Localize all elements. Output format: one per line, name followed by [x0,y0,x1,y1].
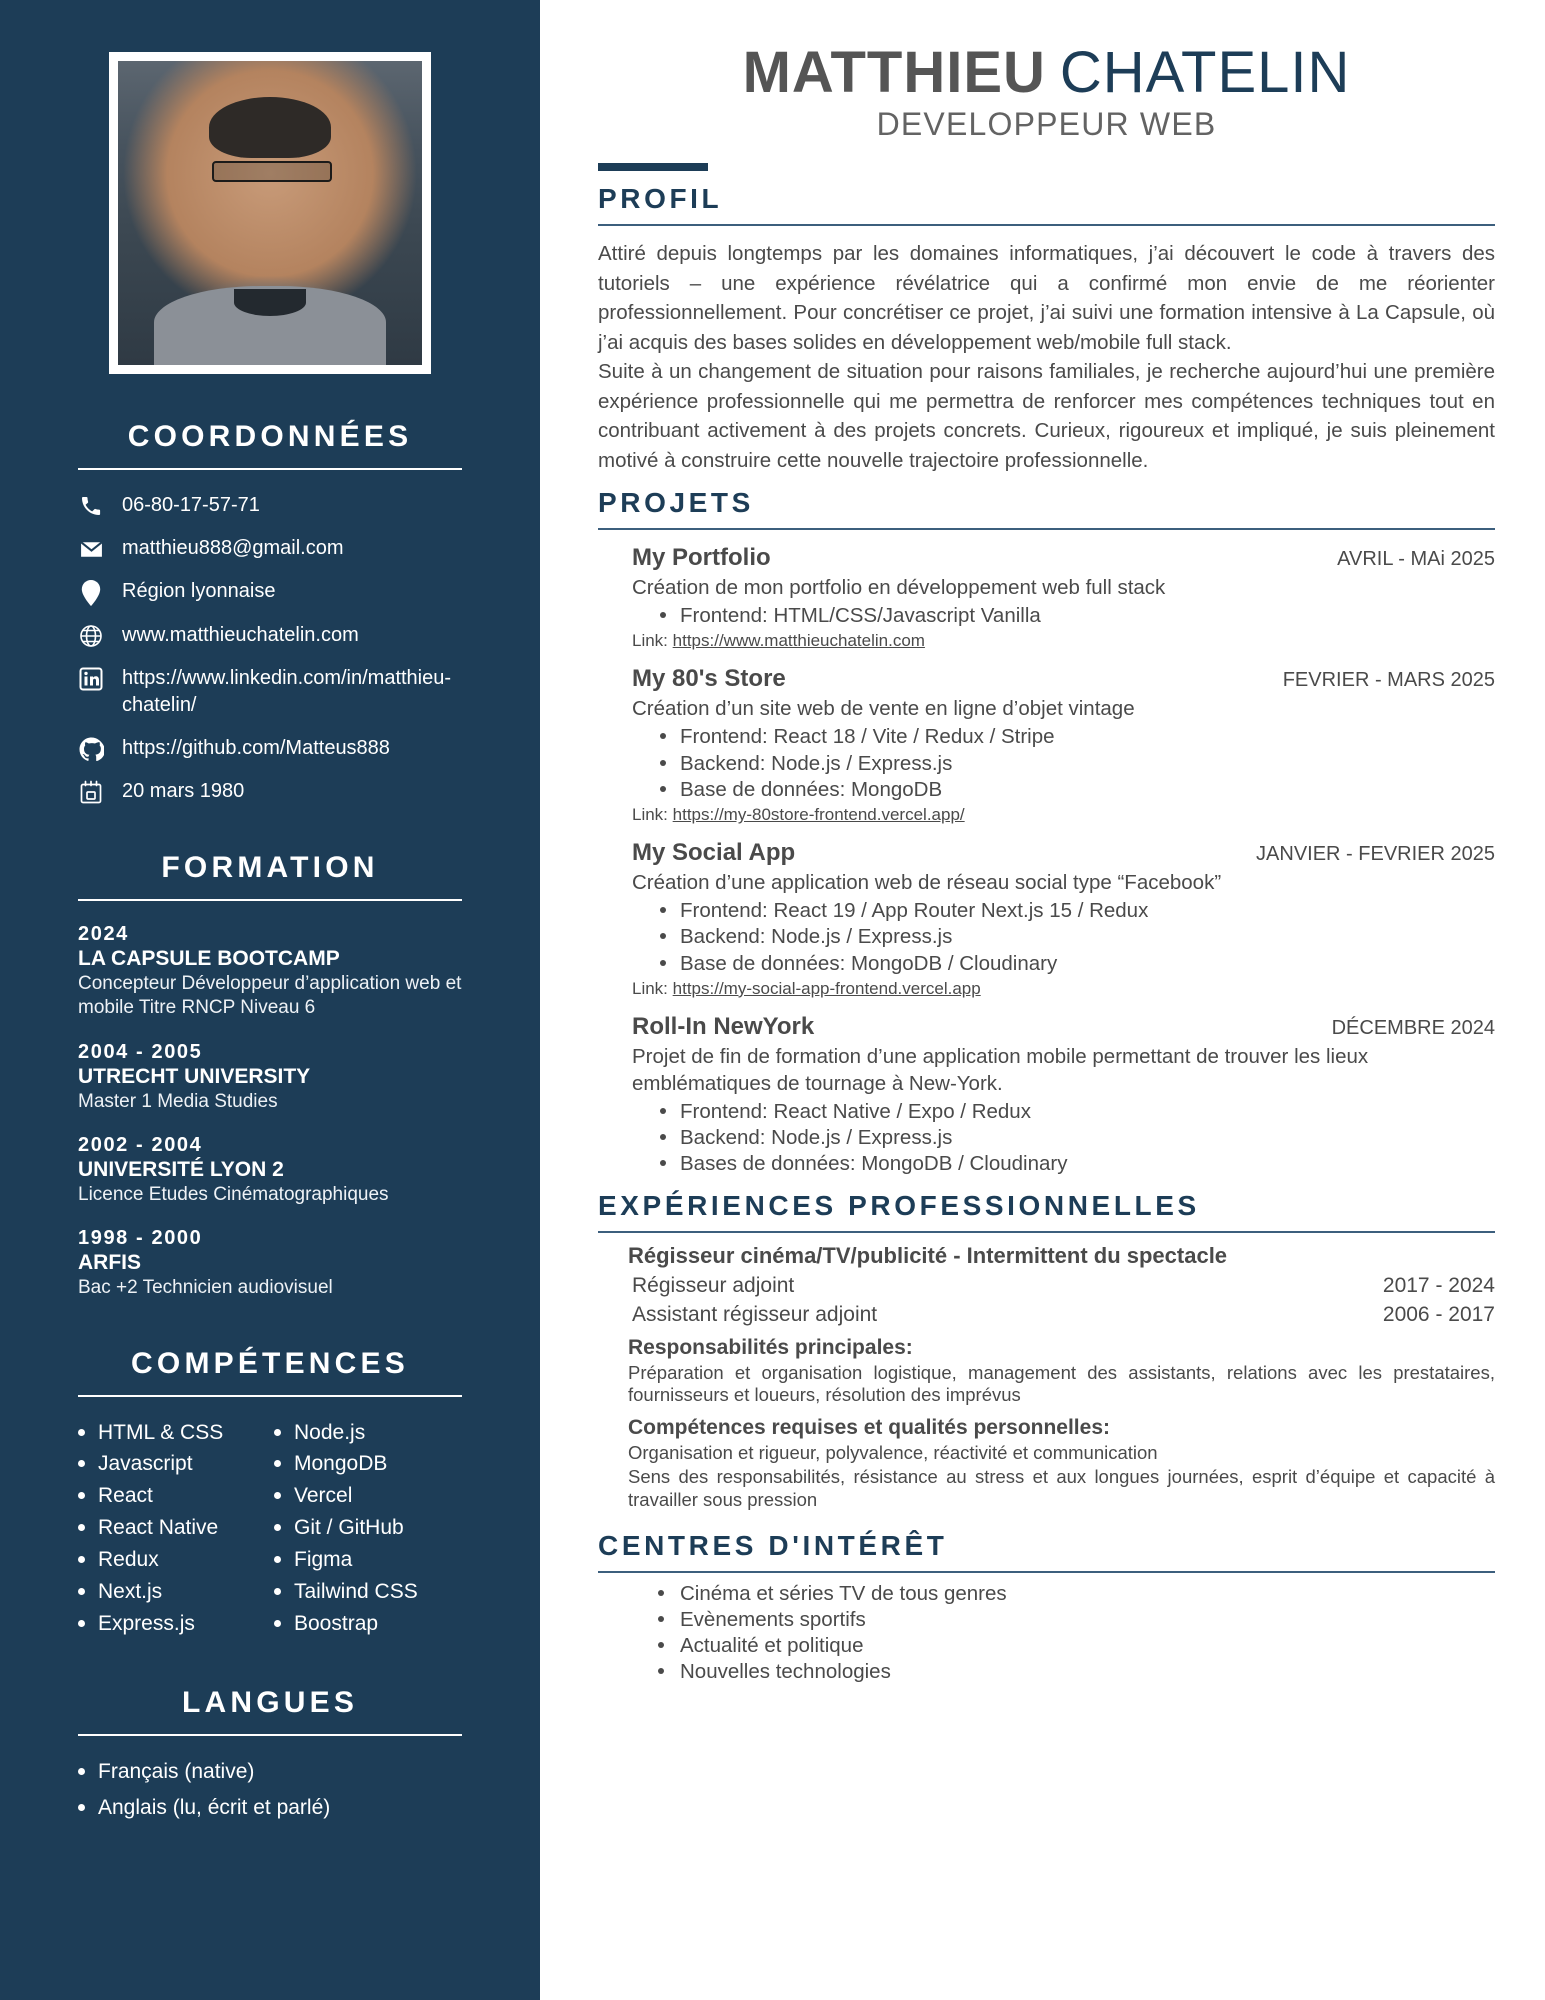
project-entry [598,665,1495,825]
bullet-dot-icon [660,960,666,966]
profile-text [598,239,1495,475]
bullet-dot-icon [660,1108,666,1114]
education-years: 1998 - 2000 [78,1227,203,1250]
bullet-dot-icon [274,1588,281,1595]
skill-item [78,1448,266,1480]
bullet-dot-icon [658,1590,664,1596]
language-item [78,1792,462,1824]
interest-item [658,1633,1495,1659]
education-entry [78,1041,462,1114]
profile-paragraph: Suite à un changement de situation pour raisons familiales, je recherche aujourd’hui une première expérience professionnelle qui me permettra de renforcer mes compétences techniques tout en contribuant activement à des projets concrets. Curieux, rigoureux et impliqué, je suis pleinement motivé à construire cette nouvelle trajectoire professionnelle. [598,360,1495,472]
project-tech-item [660,603,1495,629]
project-link-row[interactable] [632,805,1495,825]
link-label: Link: [632,978,668,998]
skill-label: HTML & CSS [98,1420,224,1444]
project-tech-label: Frontend: React 18 / Vite / Redux / Stripe [680,725,1055,749]
project-tech-item [660,924,1495,950]
project-tech-item [660,898,1495,924]
education-years: 2004 - 2005 [78,1040,203,1063]
education-detail: Licence Etudes Cinématographiques [78,1183,389,1205]
project-entry [598,839,1495,999]
project-tech-item [660,751,1495,777]
bullet-dot-icon [78,1768,85,1775]
section-title-formation: FORMATION [161,851,379,884]
section-title-interets: CENTRES D'INTÉRÊT [598,1529,948,1561]
project-date: FEVRIER - MARS 2025 [1282,669,1495,692]
project-entry [598,1013,1495,1178]
skill-label: Redux [98,1548,159,1572]
skill-item [78,1576,266,1608]
project-tech-label: Frontend: React Native / Expo / Redux [680,1100,1031,1123]
project-header [632,544,1495,572]
experience-role-title: Assistant régisseur adjoint [632,1302,878,1326]
interests-list [598,1581,1495,1686]
contact-item-linkedin[interactable] [78,665,462,719]
skills-grid [78,1417,462,1640]
project-tech-label: Backend: Node.js / Express.js [680,925,953,949]
skill-item [78,1608,266,1640]
interest-label: Evènements sportifs [680,1607,866,1631]
project-tech-label: Base de données: MongoDB [680,777,943,801]
skill-label: Figma [294,1548,353,1572]
bullet-dot-icon [274,1524,281,1531]
project-tech-item [660,951,1495,977]
project-header [632,839,1495,867]
bullet-dot-icon [274,1620,281,1627]
mail-icon [78,535,104,562]
languages-list [78,1756,462,1824]
profile-paragraph: Attiré depuis longtemps par les domaines informatiques, j’ai découvert le code à travers des tutoriels – une expérience révélatrice qui a confirmé mon envie de me réorienter professionnellement. Pour concrétiser ce projet, j’ai suivi une formation intensive à La Capsule, où j’ai acquis des bases solides en développement web/mobile full stack. [598,242,1495,354]
project-description: Création d’une application web de réseau social type “Facebook” [632,871,1222,895]
project-link-row[interactable] [632,979,1495,999]
job-title: DEVELOPPEUR WEB [876,106,1217,142]
project-link-row[interactable] [632,631,1495,651]
bullet-dot-icon [78,1588,85,1595]
project-description: Projet de fin de formation d’une application mobile permettant de trouver les lieux emblématiques de tournage à New-York. [632,1044,1369,1095]
interest-label: Cinéma et séries TV de tous genres [680,1581,1007,1605]
bullet-dot-icon [658,1616,664,1622]
project-header [632,665,1495,693]
project-tech-item [660,1151,1495,1177]
phone-icon [78,492,104,518]
project-tech-label: Bases de données: MongoDB / Cloudinary [680,1152,1068,1176]
divider [78,468,462,470]
education-detail: Master 1 Media Studies [78,1090,278,1112]
education-years: 2002 - 2004 [78,1133,203,1156]
experience-responsibilities-label: Responsabilités principales: [628,1335,913,1359]
interest-item [658,1659,1495,1685]
skill-item [274,1417,462,1449]
education-entry [78,1134,462,1207]
project-url[interactable]: https://www.matthieuchatelin.com [672,631,925,651]
project-name: My Portfolio [632,544,771,572]
skill-label: Git / GitHub [294,1516,404,1540]
bullet-dot-icon [274,1492,281,1499]
project-description: Création d’un site web de vente en ligne d’objet vintage [632,697,1135,721]
experience-block [598,1243,1495,1512]
skill-item [274,1448,462,1480]
project-tech-label: Backend: Node.js / Express.js [680,751,953,775]
main-content [540,0,1545,2000]
experience-responsibilities-text: Préparation et organisation logistique, management des assistants, relations avec les prestataires, fournisseurs et loueurs, résolution des imprévus [628,1361,1495,1406]
bullet-dot-icon [274,1556,281,1563]
skill-label: Javascript [98,1452,193,1476]
project-tech-label: Frontend: HTML/CSS/Javascript Vanilla [680,604,1041,628]
project-tech-item [660,777,1495,803]
calendar-icon [78,778,104,805]
globe-icon [78,622,104,648]
project-url[interactable]: https://my-80store-frontend.vercel.app/ [672,805,965,825]
contact-github-text: https://github.com/Matteus888 [122,737,390,759]
divider [598,528,1495,530]
project-date: AVRIL - MAi 2025 [1337,548,1495,571]
contact-location-text: Région lyonnaise [122,580,276,602]
language-item [78,1756,462,1788]
bullet-dot-icon [78,1556,85,1563]
contact-phone-text: 06-80-17-57-71 [122,494,260,516]
experience-competences-text-1: Organisation et rigueur, polyvalence, réactivité et communication [628,1441,1158,1463]
link-label: Link: [632,805,668,825]
skill-label: Boostrap [294,1612,379,1635]
education-years: 2024 [78,923,129,945]
section-title-profil: PROFIL [598,183,723,214]
experience-role-row [628,1274,1495,1298]
skill-item [78,1544,266,1576]
skill-item [274,1512,462,1544]
skill-item [274,1480,462,1512]
contact-item-location [78,578,462,606]
interest-item [658,1607,1495,1633]
project-tech-list [632,603,1495,629]
skill-label: MongoDB [294,1452,388,1476]
experience-main-role: Régisseur cinéma/TV/publicité - Intermittent du spectacle [628,1242,1228,1268]
project-tech-label: Base de données: MongoDB / Cloudinary [680,951,1058,975]
project-name: My 80's Store [632,665,786,693]
skill-item [78,1417,266,1449]
divider [598,1231,1495,1233]
skill-label: Vercel [294,1484,353,1508]
education-school: ARFIS [78,1251,141,1275]
bullet-dot-icon [660,786,666,792]
education-school: UTRECHT UNIVERSITY [78,1064,311,1088]
project-tech-list [632,898,1495,977]
divider [78,1734,462,1736]
linkedin-icon [78,665,104,691]
bullet-dot-icon [660,933,666,939]
skill-label: React [98,1484,153,1508]
contact-item-phone[interactable] [78,492,462,519]
bullet-dot-icon [78,1460,85,1467]
contact-birthdate-text: 20 mars 1980 [122,780,245,802]
bullet-dot-icon [660,1160,666,1166]
skill-label: Tailwind CSS [294,1580,418,1604]
accent-bar [598,163,708,171]
experience-competences-label: Compétences requises et qualités personnelles: [628,1415,1110,1439]
project-description: Création de mon portfolio en développement web full stack [632,576,1166,600]
experience-role-title: Régisseur adjoint [632,1273,795,1297]
project-tech-label: Frontend: React 19 / App Router Next.js 15 / Redux [680,899,1149,923]
bullet-dot-icon [658,1642,664,1648]
education-detail: Concepteur Développeur d’application web et mobile Titre RNCP Niveau 6 [78,973,462,1019]
section-title-competences: COMPÉTENCES [131,1346,409,1380]
education-entry [78,923,462,1021]
bullet-dot-icon [660,907,666,913]
section-title-coordonnees: COORDONNÉES [127,420,413,453]
experience-role-years: 2006 - 2017 [1382,1302,1495,1326]
bullet-dot-icon [78,1620,85,1627]
divider [78,899,462,901]
bullet-dot-icon [658,1668,664,1674]
project-date: DÉCEMBRE 2024 [1331,1016,1495,1039]
section-title-experiences: EXPÉRIENCES PROFESSIONNELLES [598,1189,1200,1221]
bullet-dot-icon [660,1134,666,1140]
section-title-langues: LANGUES [181,1685,359,1719]
projects-list [598,544,1495,1178]
project-name: My Social App [632,839,796,867]
bullet-dot-icon [660,612,666,618]
experience-competences-text-2: Sens des responsabilités, résistance au stress et aux longues journées, esprit d’équipe et capacité à travailler sous pression [628,1466,1495,1510]
project-tech-item [660,1125,1495,1151]
skill-item [274,1608,462,1640]
education-entry [78,1227,462,1300]
interest-label: Actualité et politique [680,1633,864,1657]
education-school: UNIVERSITÉ LYON 2 [78,1157,284,1181]
project-tech-item [660,724,1495,750]
language-label: Anglais (lu, écrit et parlé) [98,1795,331,1819]
contact-item-birthdate [78,778,462,805]
contact-item-email[interactable] [78,535,462,562]
project-date: JANVIER - FEVRIER 2025 [1256,843,1495,866]
bullet-dot-icon [660,760,666,766]
bullet-dot-icon [78,1804,85,1811]
avatar [118,61,422,365]
bullet-dot-icon [274,1460,281,1467]
section-title-projets: PROJETS [598,487,754,519]
experience-role-years: 2017 - 2024 [1382,1273,1495,1297]
interest-item [658,1581,1495,1607]
skill-label: Next.js [98,1580,163,1604]
contact-linkedin-text: https://www.linkedin.com/in/matthieu-chatelin/ [122,667,452,716]
language-label: Français (native) [98,1759,255,1783]
contact-item-website[interactable] [78,622,462,649]
education-school: LA CAPSULE BOOTCAMP [78,947,340,970]
skill-item [274,1544,462,1576]
skill-item [78,1480,266,1512]
sidebar [0,0,540,2000]
project-tech-label: Backend: Node.js / Express.js [680,1126,953,1150]
bullet-dot-icon [274,1429,281,1436]
project-header [632,1013,1495,1041]
github-icon [78,735,104,762]
contact-email-text: matthieu888@gmail.com [122,537,344,559]
link-label: Link: [632,631,668,651]
divider [78,1395,462,1397]
last-name: CHATELIN [1059,40,1351,105]
contact-item-github[interactable] [78,735,462,762]
divider [598,224,1495,226]
project-entry [598,544,1495,651]
skill-label: React Native [98,1516,219,1540]
location-pin-icon [78,578,104,606]
project-tech-list [632,724,1495,803]
skill-item [274,1576,462,1608]
education-list [78,923,462,1301]
bullet-dot-icon [78,1524,85,1531]
page-title [598,40,1495,105]
interest-label: Nouvelles technologies [680,1660,891,1684]
skill-label: Node.js [294,1420,366,1444]
project-name: Roll-In NewYork [632,1012,815,1040]
experience-role-row [628,1303,1495,1327]
contact-list [78,492,462,805]
divider [598,1571,1495,1573]
bullet-dot-icon [78,1492,85,1499]
contact-website-text: www.matthieuchatelin.com [122,624,359,646]
skill-label: Express.js [98,1612,195,1635]
project-url[interactable]: https://my-social-app-frontend.vercel.app [672,978,981,998]
first-name: MATTHIEU [742,40,1046,105]
project-tech-item [660,1099,1495,1125]
project-tech-list [632,1099,1495,1178]
bullet-dot-icon [78,1429,85,1436]
skill-item [78,1512,266,1544]
profile-photo-frame [109,52,431,374]
education-detail: Bac +2 Technicien audiovisuel [78,1277,333,1299]
bullet-dot-icon [660,733,666,739]
